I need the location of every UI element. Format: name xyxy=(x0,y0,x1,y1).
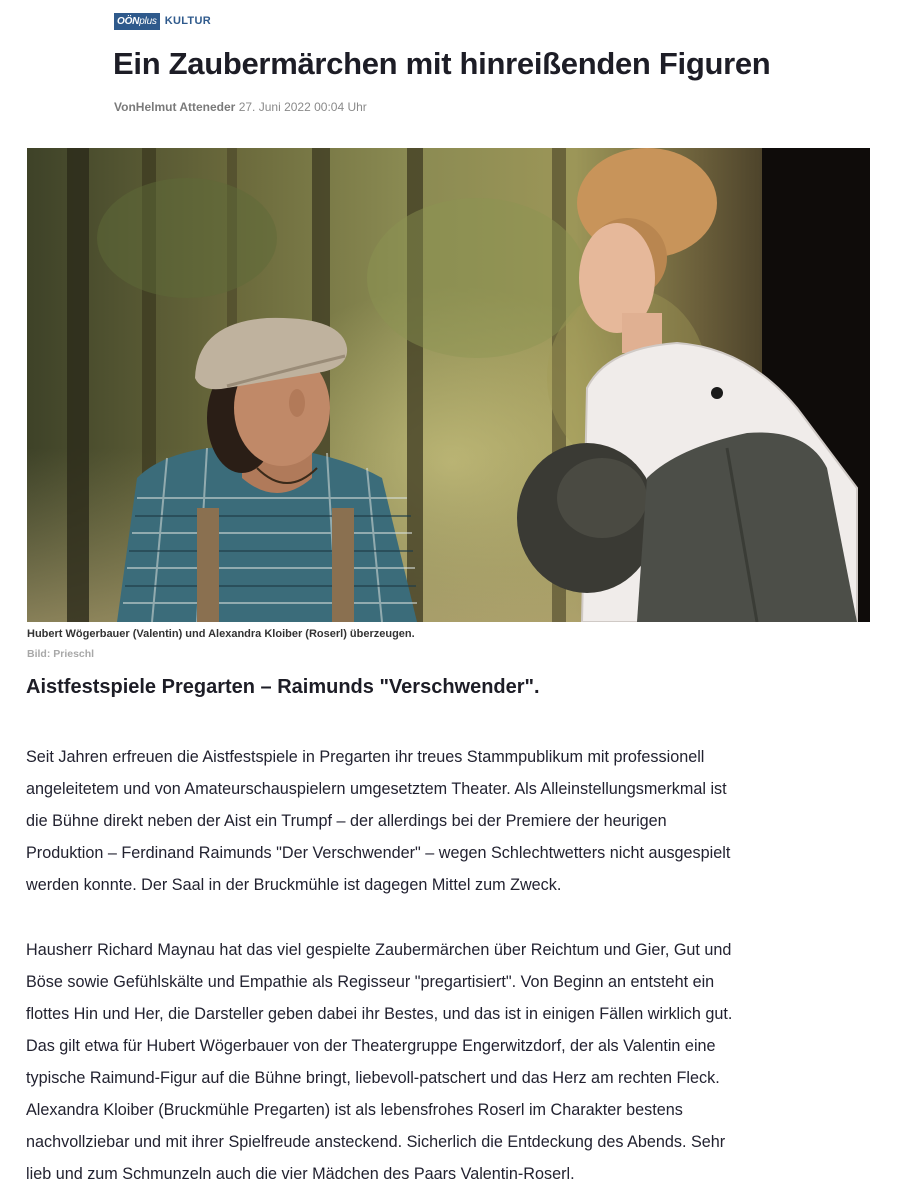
publish-date: 27. Juni 2022 00:04 Uhr xyxy=(238,100,367,114)
paragraph-line: Das gilt etwa für Hubert Wögerbauer von der Theatergruppe Engerwitzdorf, der als Valentin eine xyxy=(26,1037,716,1055)
headline: Ein Zaubermärchen mit hinreißenden Figuren xyxy=(113,46,771,81)
author-link[interactable]: Helmut Atteneder xyxy=(135,100,236,114)
paragraph-line: lieb und zum Schmunzeln auch die vier Mädchen des Paars Valentin-Roserl. xyxy=(26,1165,575,1183)
article-paragraph-2 xyxy=(26,934,876,1190)
paragraph-line: Böse sowie Gefühlskälte und Empathie als Regisseur "pregartisiert". Von Beginn an entsteht ein xyxy=(26,973,715,991)
article-photo[interactable] xyxy=(27,148,870,622)
article-subhead: Aistfestspiele Pregarten – Raimunds "Verschwender". xyxy=(26,676,540,698)
paragraph-line: flottes Hin und Her, die Darsteller geben dabei ihr Bestes, und das ist in einigen Fällen wirklich gut. xyxy=(26,1005,733,1023)
article-paragraph-1 xyxy=(26,741,876,901)
paragraph-line: angeleitetem und von Amateurschauspielern umgesetztem Theater. Als Alleinstellungsmerkmal ist xyxy=(26,780,727,798)
paragraph-line: Alexandra Kloiber (Bruckmühle Pregarten) ist als lebensfrohes Roserl im Charakter bestens xyxy=(26,1101,683,1119)
badge-plus-text: plus xyxy=(139,15,157,27)
paragraph-line: die Bühne direkt neben der Aist ein Trumpf – der allerdings bei der Premiere der heurigen xyxy=(26,812,667,830)
paragraph-line: Produktion – Ferdinand Raimunds "Der Verschwender" – wegen Schlechtwetters nicht ausgespielt xyxy=(26,844,731,862)
photo-caption: Hubert Wögerbauer (Valentin) und Alexandra Kloiber (Roserl) überzeugen. xyxy=(27,628,415,640)
stage-photo-illustration xyxy=(27,148,870,622)
byline-prefix: Von xyxy=(114,100,136,114)
photo-credit: Bild: Prieschl xyxy=(27,648,95,660)
byline xyxy=(114,100,367,114)
paragraph-line: Hausherr Richard Maynau hat das viel gespielte Zaubermärchen über Reichtum und Gier, Gut und xyxy=(26,941,732,959)
paragraph-line: werden konnte. Der Saal in der Bruckmühle ist dagegen Mittel zum Zweck. xyxy=(26,876,562,894)
oonplus-badge[interactable] xyxy=(114,13,160,30)
paragraph-line: typische Raimund-Figur auf die Bühne bringt, liebevoll-patschert und das Herz am rechten Fleck. xyxy=(26,1069,720,1087)
paragraph-line: nachvollziebar und mit ihrer Spielfreude ansteckend. Sicherlich die Entdeckung des Abends. Sehr xyxy=(26,1133,726,1151)
section-link[interactable]: KULTUR xyxy=(164,15,211,27)
kicker xyxy=(114,12,211,30)
badge-main-text: OÖN xyxy=(117,15,140,27)
paragraph-line: Seit Jahren erfreuen die Aistfestspiele in Pregarten ihr treues Stammpublikum mit professionell xyxy=(26,748,705,766)
